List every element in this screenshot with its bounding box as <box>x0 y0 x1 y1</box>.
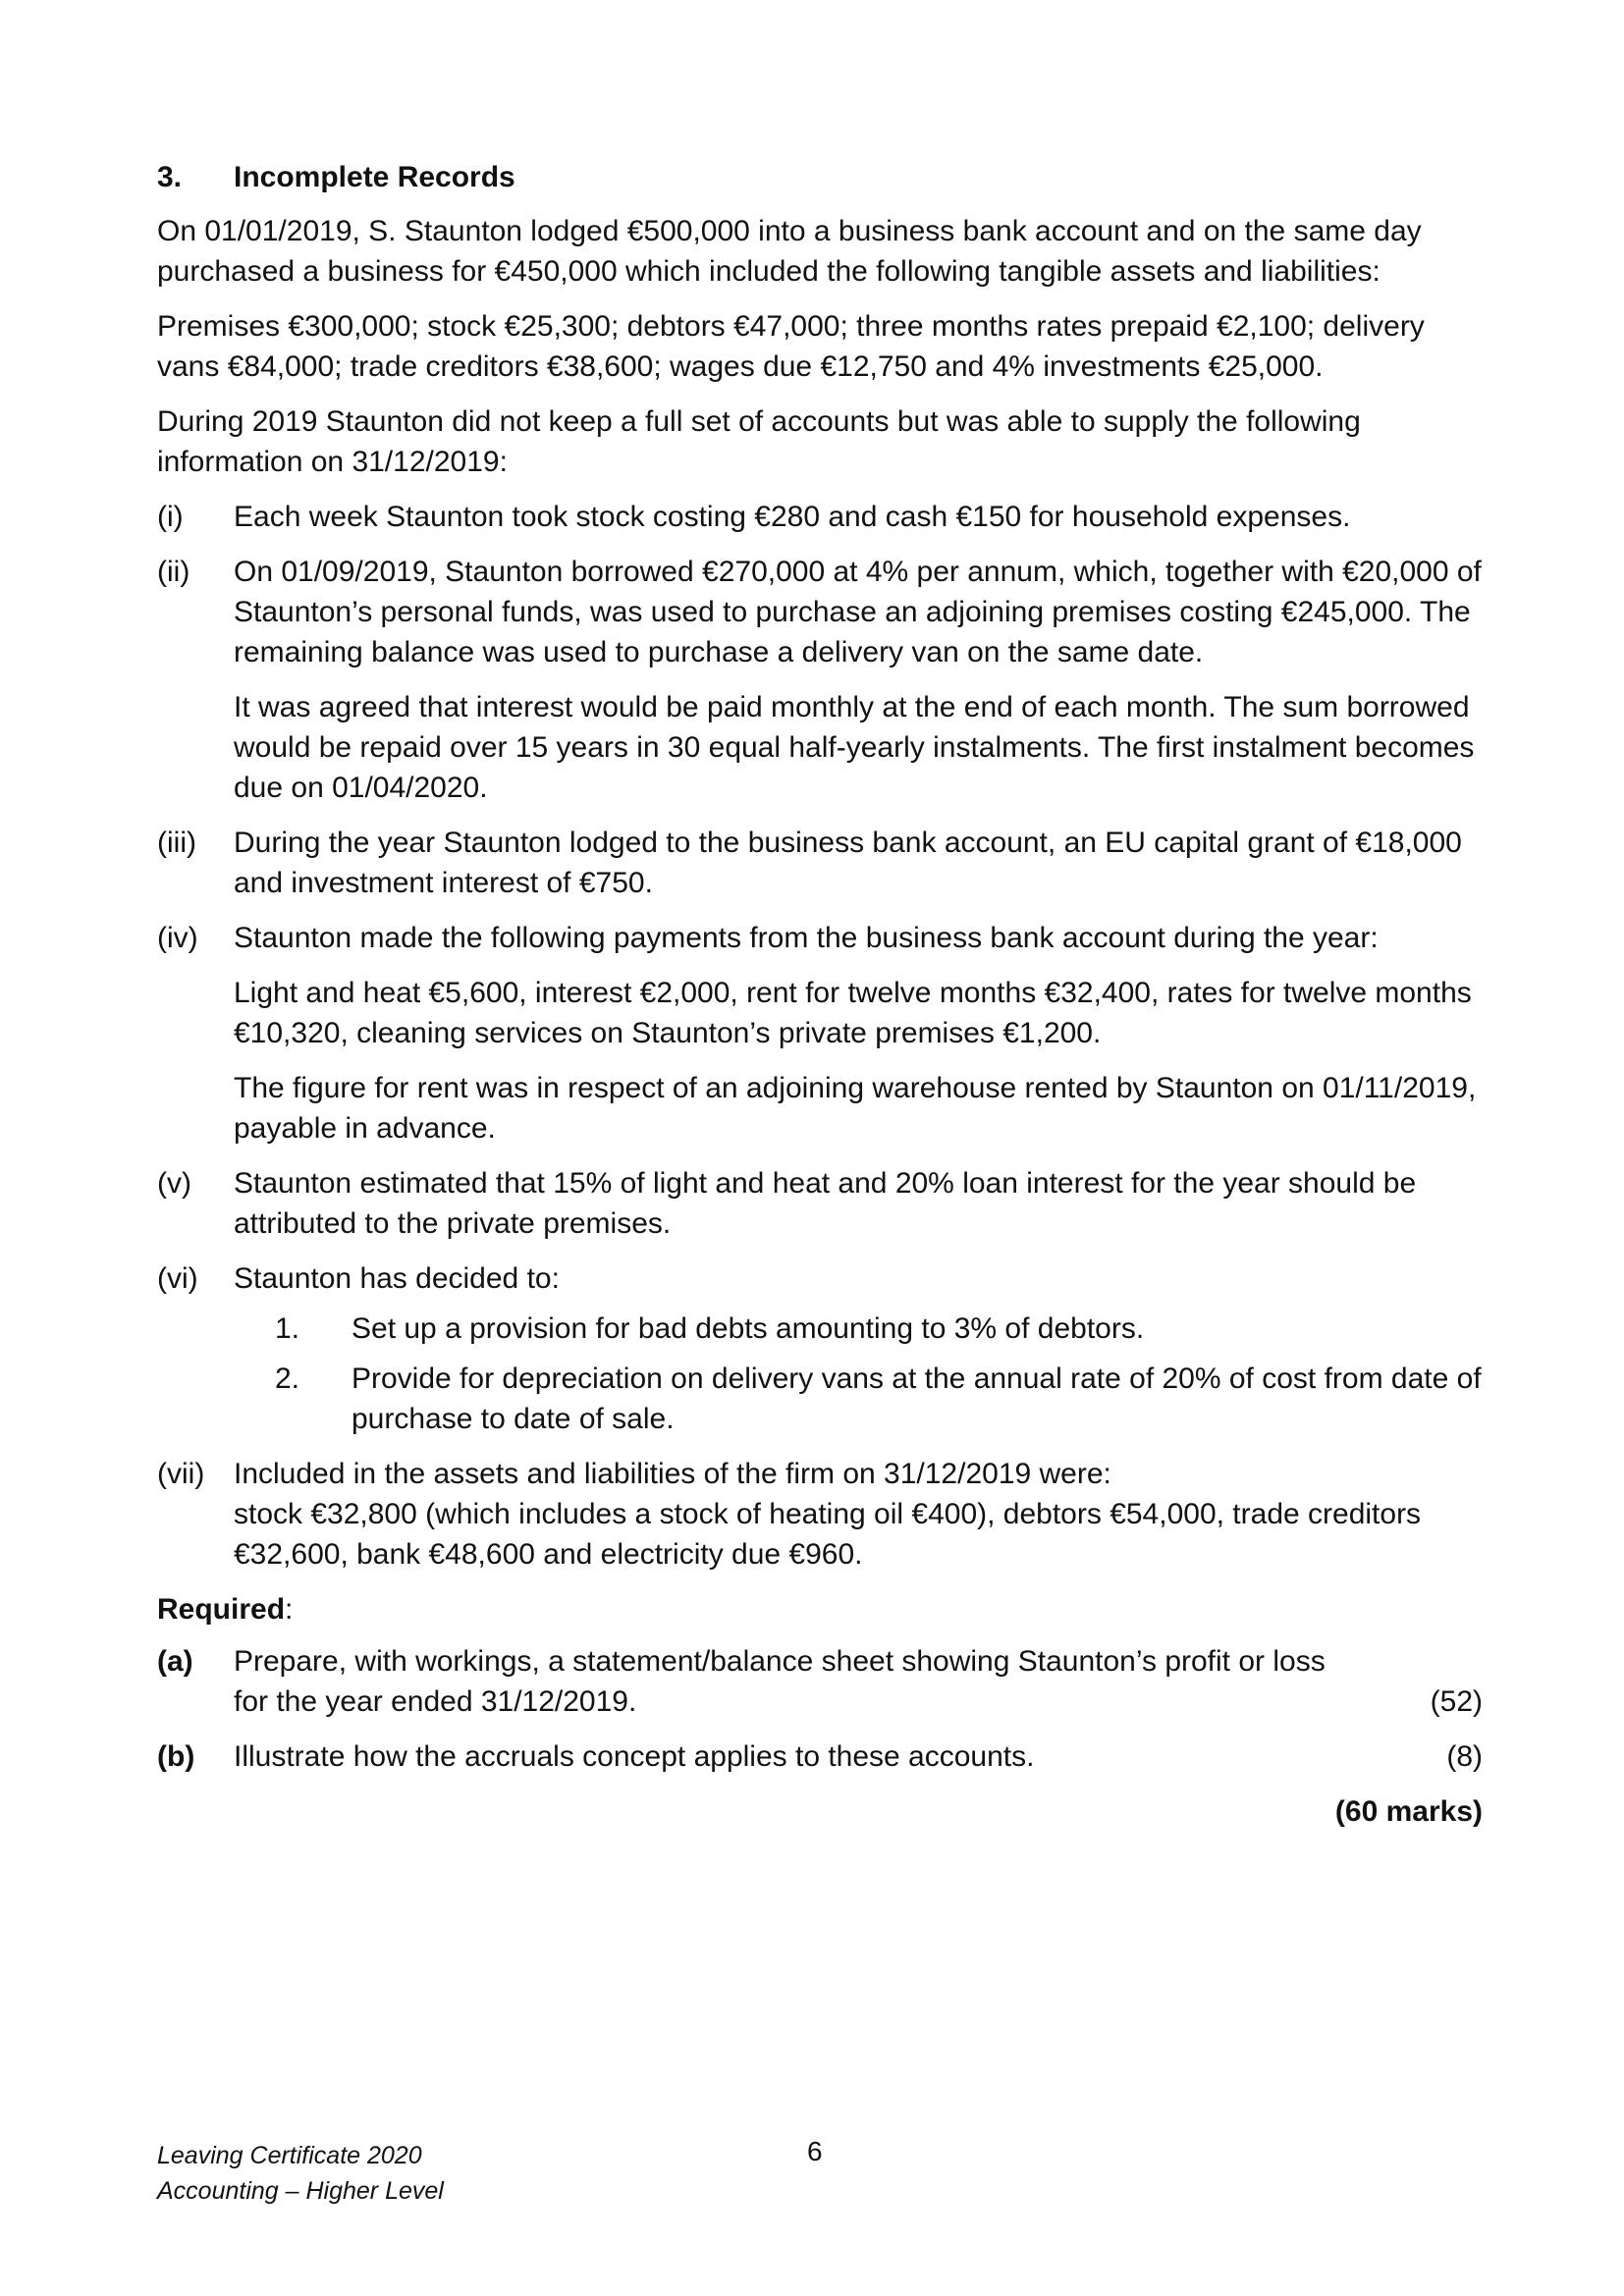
list-item <box>157 552 1483 808</box>
item-text: The figure for rent was in respect of an adjoining warehouse rented by Staunton on 01/11/2019, payable in advance. <box>234 1072 1477 1145</box>
subitem-text: Set up a provision for bad debts amounting to 3% of debtors. <box>352 1312 1145 1345</box>
marks-value: (8) <box>1446 1740 1483 1773</box>
required-colon: : <box>285 1593 294 1626</box>
item-label: (vii) <box>157 1458 205 1490</box>
question-number: 3. <box>157 161 183 193</box>
subitem-text: Provide for depreciation on delivery vans at the annual rate of 20% of cost from date of purchase to date of sale. <box>352 1362 1482 1435</box>
intro-paragraph: During 2019 Staunton did not keep a full set of accounts but was able to supply the following information on 31/12/2019: <box>157 405 1361 478</box>
required-label: Required <box>157 1593 286 1626</box>
item-text: It was agreed that interest would be paid monthly at the end of each month. The sum borrowed would be repaid over 15 years in 30 equal half-yearly instalments. The first instalment becomes due on 01/04/2020. <box>234 691 1475 804</box>
required-item-text: Prepare, with workings, a statement/balance sheet showing Staunton’s profit or loss <box>234 1645 1326 1678</box>
list-item <box>157 497 1483 537</box>
item-text: Light and heat €5,600, interest €2,000, rent for twelve months €32,400, rates for twelve months €10,320, cleaning services on Staunton’s private premises €1,200. <box>234 977 1472 1049</box>
intro-paragraph: Premises €300,000; stock €25,300; debtors €47,000; three months rates prepaid €2,100; delivery vans €84,000; trade creditors €38,600; wages due €12,750 and 4% investments €25,000. <box>157 310 1425 383</box>
item-text: stock €32,800 (which includes a stock of heating oil €400), debtors €54,000, trade creditors €32,600, bank €48,600 and electricity due €960. <box>234 1498 1422 1571</box>
total-marks: (60 marks) <box>1334 1795 1483 1828</box>
subitem-number: 1. <box>275 1312 300 1345</box>
list-item <box>157 918 1483 1148</box>
item-text: Each week Staunton took stock costing €280 and cash €150 for household expenses. <box>234 501 1351 533</box>
numbered-subitem <box>234 1308 1483 1349</box>
page-footer <box>157 2138 444 2209</box>
required-item-text: Illustrate how the accruals concept applies to these accounts. <box>234 1740 1035 1773</box>
subitem-number: 2. <box>275 1362 300 1395</box>
footer-subject: Accounting – Higher Level <box>157 2177 444 2205</box>
item-text: Staunton made the following payments from the business bank account during the year: <box>234 922 1379 954</box>
required-item-label: (b) <box>157 1740 195 1773</box>
intro-paragraph: On 01/01/2019, S. Staunton lodged €500,000 into a business bank account and on the same day purchased a business for €450,000 which included the following tangible assets and liabilities: <box>157 215 1422 288</box>
required-item-text: for the year ended 31/12/2019. <box>234 1685 637 1718</box>
question-heading <box>157 157 1483 197</box>
list-item <box>157 1258 1483 1439</box>
item-label: (iii) <box>157 827 196 859</box>
page-number: 6 <box>807 2136 823 2166</box>
item-text: Staunton estimated that 15% of light and heat and 20% loan interest for the year should be attributed to the private premises. <box>234 1167 1417 1240</box>
required-item-label: (a) <box>157 1645 193 1678</box>
item-label: (ii) <box>157 556 190 588</box>
item-text: During the year Staunton lodged to the business bank account, an EU capital grant of €18,000 and investment interest of €750. <box>234 827 1462 899</box>
item-label: (v) <box>157 1167 191 1200</box>
footer-exam-name: Leaving Certificate 2020 <box>157 2142 422 2169</box>
item-label: (vi) <box>157 1262 198 1295</box>
question-title: Incomplete Records <box>234 161 515 193</box>
item-text: Included in the assets and liabilities of the firm on 31/12/2019 were: <box>234 1458 1111 1490</box>
required-item <box>157 1736 1483 1777</box>
numbered-subitem <box>234 1359 1483 1439</box>
required-heading <box>157 1589 1483 1629</box>
question-content <box>157 157 1483 1832</box>
marks-value: (52) <box>1430 1685 1483 1718</box>
item-text: On 01/09/2019, Staunton borrowed €270,000 at 4% per annum, which, together with €20,000 of Staunton’s personal funds, was used to purchase an adjoining premises costing €245,000. The remaining balance was used to purchase a delivery van on the same date. <box>234 556 1482 668</box>
list-item <box>157 1454 1483 1575</box>
list-item <box>157 1163 1483 1244</box>
item-label: (iv) <box>157 922 198 954</box>
item-text: Staunton has decided to: <box>234 1262 560 1295</box>
item-label: (i) <box>157 501 184 533</box>
list-item <box>157 823 1483 903</box>
required-item <box>157 1641 1483 1722</box>
